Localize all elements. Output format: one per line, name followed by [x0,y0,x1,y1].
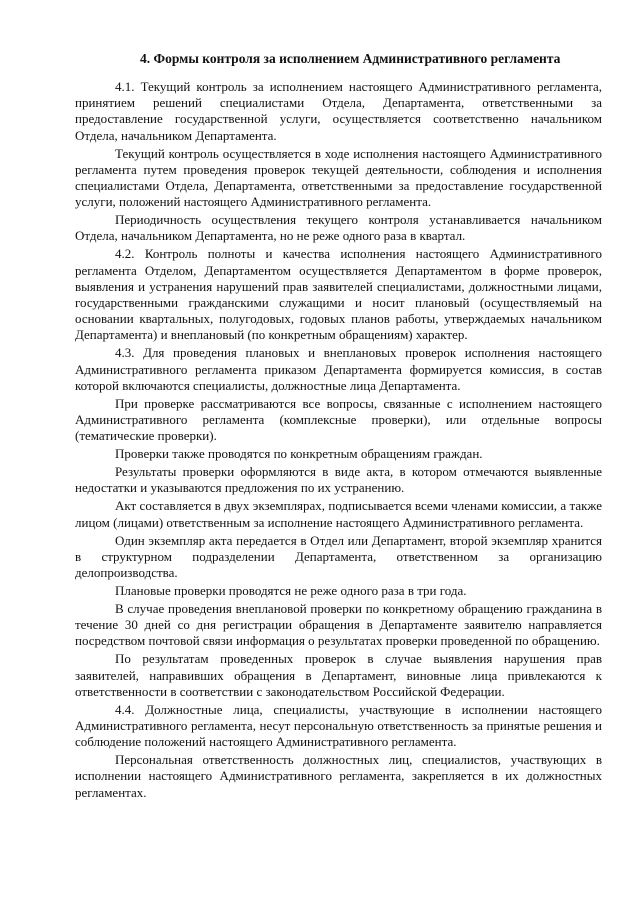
paragraph-inspection-scope: При проверке рассматриваются все вопросы, связанные с исполнением настоящего Административного регламента (комплексные проверки), или отдельные вопросы (тематические проверки). [75,395,602,444]
section-heading: 4. Формы контроля за исполнением Административного регламента [140,51,561,66]
paragraph-4-4: 4.4. Должностные лица, специалисты, участвующие в исполнении настоящего Административного регламента, несут персональную ответственность за принятые решения и соблюдение положений настоящего Административного регламента. [75,701,602,750]
paragraph-violations-liability: По результатам проведенных проверок в случае выявления нарушения прав заявителей, направивших обращения в Департамент, виновные лица привлекаются к ответственности в соответствии с законодательством Российской Федерации. [75,651,602,699]
paragraph-citizen-appeals: Проверки также проводятся по конкретным обращениям граждан. [115,446,483,462]
paragraph-act-copies: Акт составляется в двух экземплярах, подписывается всеми членами комиссии, а также лицом (лицами) ответственным за исполнение настоящего Административного регламента. [75,498,602,530]
paragraph-control-periodicity: Периодичность осуществления текущего контроля устанавливается начальником Отдела, начальником Департамента, но не реже одного раза в квартал. [75,212,602,244]
paragraph-unscheduled-inspection: В случае проведения внеплановой проверки по конкретному обращению гражданина в течение 30 дней со дня регистрации обращения в Департаменте заявителю направляется посредством почтовой связи информация о результатах проверки проведенной по обращению. [75,601,602,649]
paragraph-current-control: Текущий контроль осуществляется в ходе исполнения настоящего Административного регламента путем проведения проверок текущей деятельности, соблюдения и исполнения специалистами Отдела, Департамента, ответственными за предоставление государственной услуги, положений настоящего Административного регламента. [75,145,602,210]
paragraph-4-2: 4.2. Контроль полноты и качества исполнения настоящего Административного регламента Отделом, Департаментом осуществляется Департаментом в форме проверок, выявления и устранения нарушений прав заявителей специалистами, должностными лицами, государственными гражданскими служащими и носит плановый (осуществляемый на основании квартальных, полугодовых, годовых планов работы, утверждаемых начальником Департамента) и внеплановый (по конкретным обращениям) характер. [75,246,602,343]
paragraph-act-storage: Один экземпляр акта передается в Отдел или Департамент, второй экземпляр хранится в структурном подразделении Департамента, ответственном за организацию делопроизводства. [75,532,602,581]
paragraph-personal-responsibility: Персональная ответственность должностных лиц, специалистов, участвующих в исполнении настоящего Административного регламента, закрепляется в их должностных регламентах. [75,752,602,800]
paragraph-inspection-results: Результаты проверки оформляются в виде акта, в котором отмечаются выявленные недостатки и указываются предложения по их устранению. [75,464,602,496]
paragraph-4-1: 4.1. Текущий контроль за исполнением настоящего Административного регламента, принятием решений специалистами Отдела, Департамента, ответственными за предоставление государственной услуги, осуществляется соответственно начальником Отдела, начальником Департамента. [75,79,602,143]
paragraph-planned-frequency: Плановые проверки проводятся не реже одного раза в три года. [115,583,467,599]
paragraph-4-3: 4.3. Для проведения плановых и внеплановых проверок исполнения настоящего Административного регламента приказом Департамента формируется комиссия, в состав которой включаются специалисты, должностные лица Департамента. [75,345,602,393]
document-body [75,50,602,803]
